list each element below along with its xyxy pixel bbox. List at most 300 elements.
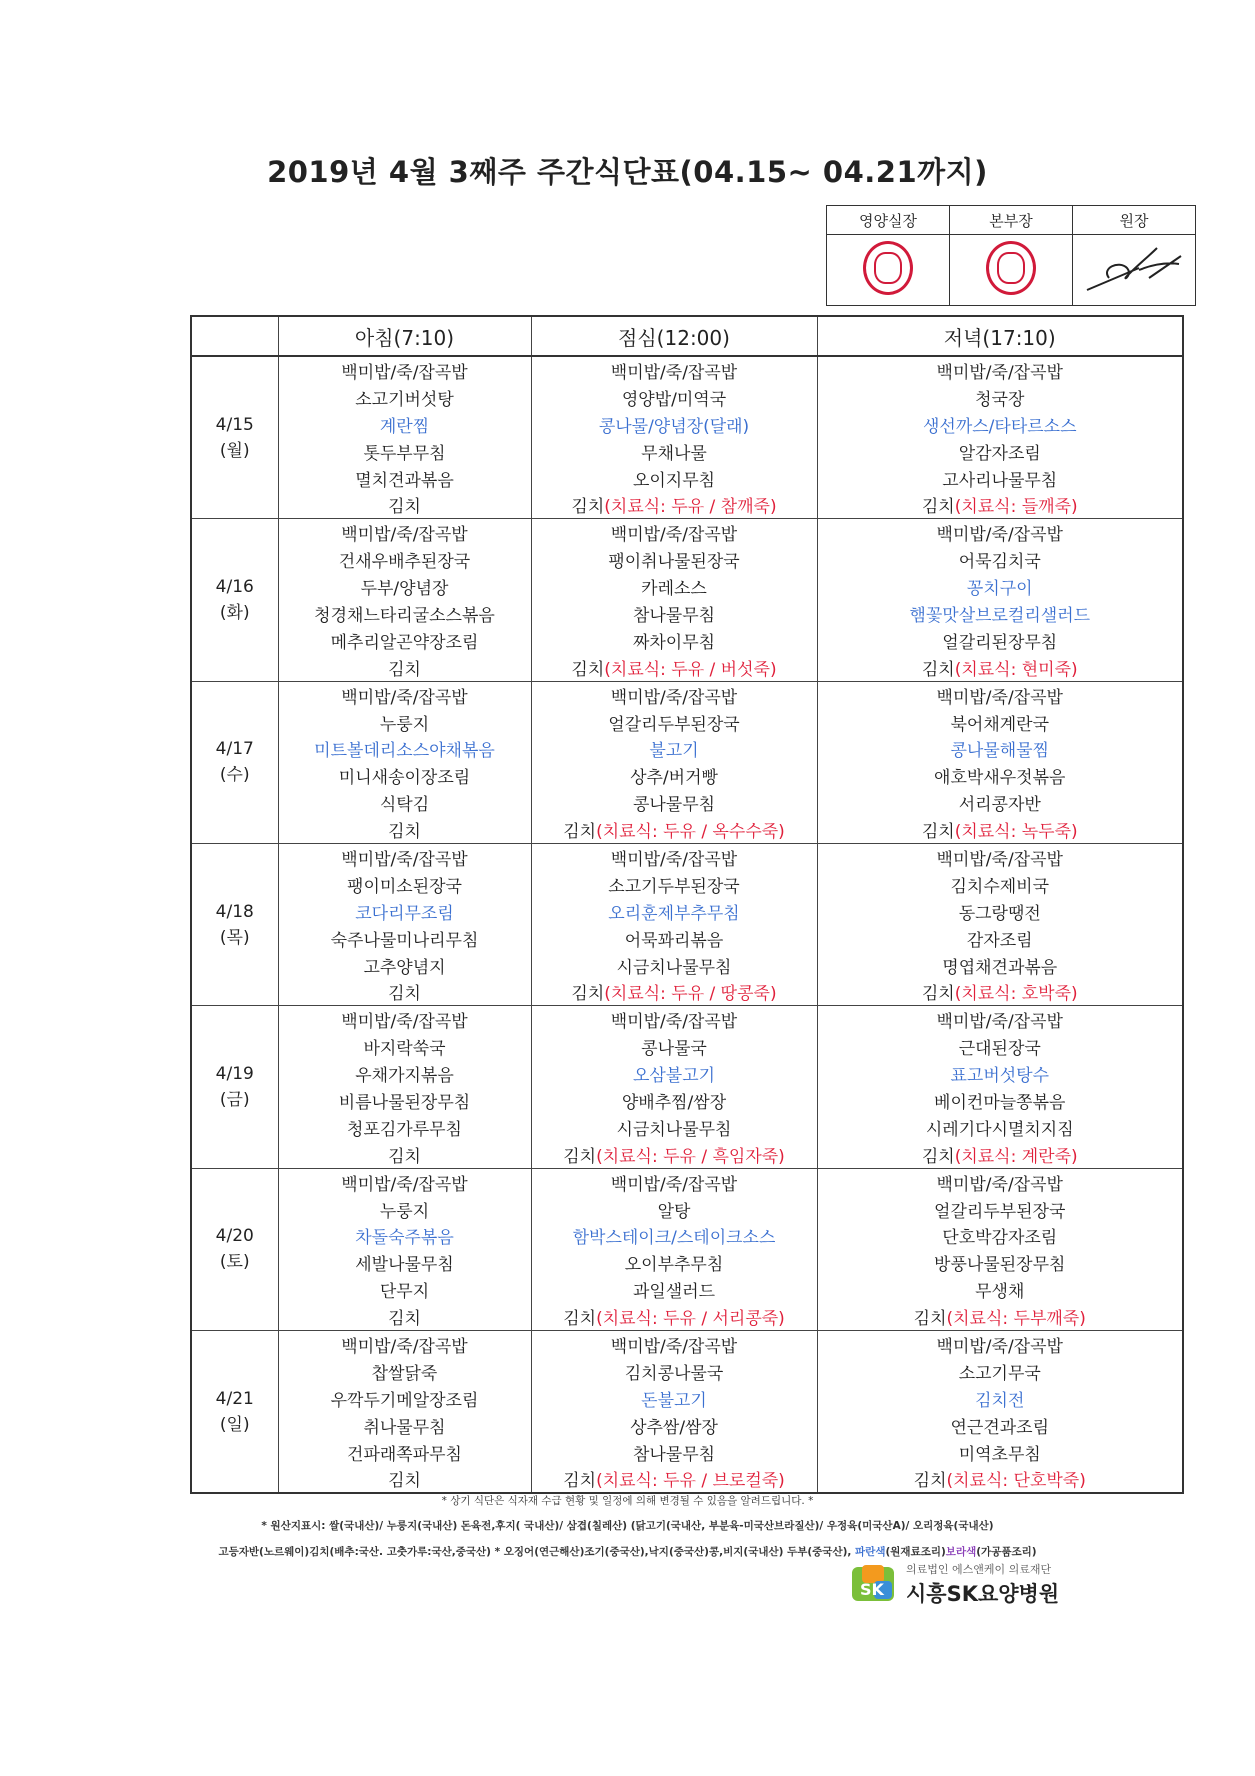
hospital-name: 시흥SK요양병원	[906, 1582, 1060, 1606]
menu-item-text: 알감자조림	[958, 443, 1041, 464]
dinner-item	[817, 1358, 1183, 1385]
menu-row	[191, 1196, 1183, 1223]
menu-item-text: 햄꽃맛살브로컬리샐러드	[909, 605, 1091, 626]
menu-item-text: 카레소스	[641, 579, 707, 600]
lunch-item	[531, 1006, 817, 1033]
menu-item-text: 고사리나물무침	[942, 470, 1058, 491]
lunch-item	[531, 384, 817, 411]
dinner-item	[817, 356, 1183, 384]
menu-item-text: 동그랑땡전	[958, 903, 1041, 924]
menu-item-text: 비름나물된장무침	[338, 1092, 471, 1113]
menu-item-text: 김치콩나물국	[624, 1363, 724, 1384]
menu-item-text: 숙주나물미나리무침	[330, 930, 479, 951]
column-header-breakfast: 아침(7:10)	[278, 316, 531, 356]
breakfast-item	[278, 1114, 531, 1141]
menu-item-text: 감자조림	[966, 930, 1033, 951]
menu-item-text: 김치전	[975, 1390, 1025, 1411]
menu-item-text: 미역초무침	[958, 1444, 1041, 1465]
day-date: 4/20	[215, 1226, 254, 1247]
dinner-item	[817, 1331, 1183, 1358]
origin-label-line: * 원산지표시: 쌀(국내산)/ 누룽지(국내산) 돈육전,후지( 국내산)/ 삼겹(칠레산) (닭고기(국내산, 부분육-미국산브라질산)/ 우정육(미국산A)/ 오리정육(국내산)	[261, 1520, 994, 1532]
menu-item-text: 백미밥/죽/잡곡밥	[936, 1174, 1063, 1195]
menu-item-text: 오삼불고기	[632, 1066, 716, 1087]
menu-item-text: 취나물무침	[363, 1417, 446, 1438]
dinner-item	[817, 1249, 1183, 1276]
menu-item-text: 연근견과조림	[950, 1417, 1050, 1438]
menu-item-text: 백미밥/죽/잡곡밥	[610, 1337, 738, 1357]
menu-row	[191, 465, 1183, 492]
menu-item-text: 오이지무침	[632, 470, 716, 491]
menu-row	[191, 844, 1183, 871]
column-header-lunch: 점심(12:00)	[531, 316, 817, 356]
dinner-item	[817, 1439, 1183, 1466]
menu-item-text: 건파래쪽파무침	[347, 1444, 462, 1465]
menu-item-text: 소고기두부된장국	[608, 876, 740, 897]
menu-item-text: 백미밥/죽/잡곡밥	[936, 525, 1063, 546]
menu-item-text: 백미밥/죽/잡곡밥	[936, 849, 1063, 870]
menu-row	[191, 438, 1183, 465]
menu-item-text: 건새우배추된장국	[338, 552, 471, 573]
lunch-item	[531, 600, 817, 627]
menu-row	[191, 871, 1183, 898]
dinner-item	[817, 925, 1183, 952]
breakfast-item	[278, 384, 531, 411]
dinner-item	[817, 978, 1183, 1005]
dinner-item	[817, 735, 1183, 762]
menu-item-text: 미니새송이장조림	[338, 768, 471, 789]
menu-row	[191, 491, 1183, 518]
breakfast-item	[278, 816, 531, 843]
lunch-item	[531, 1141, 817, 1168]
menu-item-text: 함박스테이크/스테이크소스	[572, 1228, 776, 1249]
menu-row	[191, 654, 1183, 681]
lunch-item	[531, 1439, 817, 1466]
breakfast-item	[278, 925, 531, 952]
day-cell	[191, 1331, 278, 1494]
breakfast-item	[278, 1358, 531, 1385]
menu-row	[191, 1466, 1183, 1494]
lunch-item	[531, 735, 817, 762]
approval-table	[826, 205, 1196, 306]
menu-item-text: 김치	[571, 659, 605, 680]
menu-item-text: 바지락쑥국	[363, 1039, 446, 1060]
menu-item-text: 백미밥/죽/잡곡밥	[936, 1337, 1063, 1357]
day-date: 4/16	[215, 577, 254, 598]
day-weekday: (금)	[219, 1090, 250, 1111]
dinner-item	[817, 1141, 1183, 1168]
lunch-item	[531, 871, 817, 898]
menu-row	[191, 952, 1183, 979]
dinner-item	[817, 627, 1183, 654]
menu-row	[191, 762, 1183, 789]
menu-item-text: 무생채	[975, 1282, 1025, 1303]
menu-item-text: 백미밥/죽/잡곡밥	[936, 1012, 1063, 1033]
menu-item-text: 소고기버섯탕	[355, 389, 454, 410]
dinner-item	[817, 519, 1183, 546]
dinner-item	[817, 816, 1183, 843]
dinner-item	[817, 411, 1183, 438]
therapeutic-diet-note: (치료식: 두유 / 땅콩죽)	[604, 984, 777, 1005]
breakfast-item	[278, 411, 531, 438]
dinner-item	[817, 438, 1183, 465]
svg-text:SK: SK	[860, 1580, 884, 1599]
menu-item-text: 과일샐러드	[632, 1282, 716, 1303]
menu-item-text: 표고버섯탕수	[950, 1066, 1050, 1087]
menu-item-text: 팽이취나물된장국	[608, 552, 740, 573]
day-cell	[191, 844, 278, 1006]
lunch-item	[531, 1466, 817, 1494]
dinner-item	[817, 1087, 1183, 1114]
menu-row	[191, 411, 1183, 438]
menu-row	[191, 1439, 1183, 1466]
menu-item-text: 톳두부무침	[363, 443, 446, 464]
breakfast-item	[278, 762, 531, 789]
menu-item-text: 불고기	[649, 741, 699, 762]
lunch-item	[531, 1196, 817, 1223]
day-weekday: (월)	[219, 440, 250, 461]
therapeutic-diet-note: (치료식: 두유 / 흑임자죽)	[596, 1146, 785, 1167]
menu-item-text: 단무지	[379, 1282, 430, 1303]
menu-item-text: 팽이미소된장국	[347, 876, 462, 897]
menu-item-text: 김치	[913, 1471, 947, 1492]
breakfast-item	[278, 654, 531, 681]
breakfast-item	[278, 1033, 531, 1060]
lunch-item	[531, 491, 817, 518]
menu-item-text: 김치	[921, 1146, 955, 1167]
menu-change-notice: * 상기 식단은 식자재 수급 현황 및 일정에 의해 변경될 수 있음을 알려드립니다. *	[441, 1495, 814, 1507]
approval-header: 영양실장	[827, 206, 950, 235]
menu-item-text: 세발나물무침	[355, 1255, 454, 1276]
breakfast-item	[278, 1385, 531, 1412]
day-date: 4/19	[215, 1064, 254, 1085]
menu-row	[191, 681, 1183, 708]
dinner-item	[817, 1276, 1183, 1303]
lunch-item	[531, 546, 817, 573]
breakfast-item	[278, 1006, 531, 1033]
menu-item-text: 북어채계란국	[950, 714, 1050, 735]
day-cell	[191, 681, 278, 843]
therapeutic-diet-note: (치료식: 두유 / 브로컬죽)	[596, 1471, 785, 1492]
menu-item-text: 서리콩자반	[958, 795, 1041, 816]
day-weekday: (수)	[219, 765, 250, 786]
lunch-item	[531, 816, 817, 843]
menu-item-text: 방풍나물된장무침	[934, 1255, 1066, 1276]
lunch-item	[531, 844, 817, 871]
lunch-item	[531, 1168, 817, 1195]
hospital-logo-icon	[850, 1563, 896, 1603]
menu-row	[191, 1358, 1183, 1385]
hospital-foundation-name: 의료법인 에스앤케이 의료재단	[906, 1563, 1052, 1576]
menu-item-text: 계란찜	[379, 416, 430, 437]
menu-item-text: 누룽지	[379, 714, 430, 735]
lunch-item	[531, 952, 817, 979]
menu-item-text: 근대된장국	[958, 1039, 1041, 1060]
menu-item-text: 참나물무침	[632, 1444, 716, 1465]
menu-row	[191, 573, 1183, 600]
lunch-item	[531, 681, 817, 708]
approval-header: 원장	[1073, 206, 1196, 235]
menu-item-text: 김치	[563, 1146, 597, 1167]
menu-item-text: 고추양념지	[363, 957, 446, 978]
menu-item-text: 김치	[563, 1309, 597, 1330]
breakfast-item	[278, 600, 531, 627]
breakfast-item	[278, 465, 531, 492]
dinner-item	[817, 871, 1183, 898]
dinner-item	[817, 1223, 1183, 1250]
menu-row	[191, 789, 1183, 816]
breakfast-item	[278, 1331, 531, 1358]
breakfast-item	[278, 491, 531, 518]
menu-item-text: 베이컨마늘쫑볶음	[934, 1092, 1066, 1113]
menu-row	[191, 600, 1183, 627]
therapeutic-diet-note: (치료식: 들깨죽)	[954, 497, 1078, 518]
day-date: 4/21	[215, 1388, 254, 1409]
lunch-item	[531, 411, 817, 438]
menu-item-text: 백미밥/죽/잡곡밥	[610, 362, 738, 383]
day-cell	[191, 519, 278, 681]
dinner-item	[817, 1033, 1183, 1060]
dinner-item	[817, 952, 1183, 979]
dinner-item	[817, 491, 1183, 518]
breakfast-item	[278, 1060, 531, 1087]
lunch-item	[531, 465, 817, 492]
menu-item-text: 꽁치구이	[966, 579, 1033, 600]
menu-item-text: 시레기다시멸치지짐	[925, 1119, 1074, 1140]
breakfast-item	[278, 844, 531, 871]
breakfast-item	[278, 1223, 531, 1250]
menu-row	[191, 1033, 1183, 1060]
dinner-item	[817, 1060, 1183, 1087]
menu-item-text: 짜차이무침	[632, 632, 716, 653]
menu-item-text: 콩나물해물찜	[950, 741, 1050, 762]
breakfast-item	[278, 681, 531, 708]
menu-item-text: 알탕	[657, 1201, 691, 1222]
menu-item-text: 차돌숙주볶음	[355, 1228, 454, 1249]
menu-item-text: 누룽지	[379, 1201, 430, 1222]
breakfast-item	[278, 735, 531, 762]
breakfast-item	[278, 871, 531, 898]
menu-item-text: 상추쌈/쌈장	[630, 1417, 718, 1438]
menu-item-text: 김치	[571, 984, 605, 1005]
therapeutic-diet-note: (치료식: 계란죽)	[954, 1146, 1078, 1167]
menu-item-text: 생선까스/타타르소스	[922, 416, 1077, 437]
menu-item-text: 김치수제비국	[950, 876, 1050, 897]
dinner-item	[817, 384, 1183, 411]
approval-stamp-cell	[950, 235, 1073, 306]
menu-item-text: 두부/양념장	[360, 579, 449, 600]
menu-row	[191, 978, 1183, 1005]
menu-item-text: 김치	[388, 1309, 421, 1330]
page-title: 2019년 4월 3째주 주간식단표(04.15~ 04.21까지)	[267, 155, 988, 189]
menu-row	[191, 546, 1183, 573]
menu-item-text: 백미밥/죽/잡곡밥	[936, 687, 1063, 708]
lunch-item	[531, 1303, 817, 1330]
menu-item-text: 백미밥/죽/잡곡밥	[610, 687, 738, 708]
menu-item-text: 백미밥/죽/잡곡밥	[610, 849, 738, 870]
lunch-item	[531, 978, 817, 1005]
menu-item-text: 김치	[913, 1309, 947, 1330]
lunch-item	[531, 709, 817, 736]
menu-item-text: 김치	[921, 497, 955, 518]
menu-item-text: 상추/버거빵	[630, 768, 718, 789]
breakfast-item	[278, 1196, 531, 1223]
column-header-date	[191, 316, 278, 356]
menu-item-text: 오이부추무침	[624, 1255, 724, 1276]
lunch-item	[531, 762, 817, 789]
lunch-item	[531, 1331, 817, 1358]
menu-item-text: 멸치견과볶음	[355, 470, 454, 491]
menu-row	[191, 898, 1183, 925]
menu-item-text: 우채가지볶음	[355, 1066, 454, 1087]
menu-item-text: 김치	[563, 1471, 597, 1492]
menu-item-text: 백미밥/죽/잡곡밥	[341, 849, 468, 870]
breakfast-item	[278, 952, 531, 979]
menu-row	[191, 1303, 1183, 1330]
breakfast-item	[278, 546, 531, 573]
dinner-item	[817, 1303, 1183, 1330]
lunch-item	[531, 1033, 817, 1060]
lunch-item	[531, 1114, 817, 1141]
menu-row	[191, 384, 1183, 411]
menu-item-text: 김치	[921, 659, 955, 680]
lunch-item	[531, 356, 817, 384]
red-seal-stamp	[986, 241, 1036, 295]
menu-item-text: 소고기무국	[958, 1363, 1041, 1384]
therapeutic-diet-note: (치료식: 두유 / 버섯죽)	[604, 659, 777, 680]
dinner-item	[817, 1168, 1183, 1195]
lunch-item	[531, 1060, 817, 1087]
menu-row	[191, 1385, 1183, 1412]
therapeutic-diet-note: (치료식: 녹두죽)	[954, 822, 1078, 843]
dinner-item	[817, 762, 1183, 789]
breakfast-item	[278, 709, 531, 736]
menu-item-text: 백미밥/죽/잡곡밥	[610, 1012, 738, 1033]
therapeutic-diet-note: (치료식: 두부깨죽)	[946, 1309, 1086, 1330]
dinner-item	[817, 1196, 1183, 1223]
menu-row	[191, 1087, 1183, 1114]
menu-item-text: 김치	[388, 497, 421, 518]
menu-item-text: 콩나물국	[641, 1039, 707, 1060]
menu-item-text: 백미밥/죽/잡곡밥	[341, 1174, 468, 1195]
day-weekday: (화)	[219, 603, 250, 624]
menu-row	[191, 1006, 1183, 1033]
menu-item-text: 시금치나물무침	[616, 1119, 732, 1140]
menu-item-text: 명엽채견과볶음	[942, 957, 1058, 978]
menu-item-text: 얼갈리된장무침	[942, 632, 1058, 653]
menu-item-text: 시금치나물무침	[616, 957, 732, 978]
breakfast-item	[278, 519, 531, 546]
menu-row	[191, 709, 1183, 736]
menu-item-text: 얼갈리두부된장국	[608, 714, 740, 735]
lunch-item	[531, 1276, 817, 1303]
menu-row	[191, 1331, 1183, 1358]
menu-item-text: 김치	[921, 822, 955, 843]
handwritten-signature	[1079, 238, 1189, 298]
day-cell	[191, 356, 278, 519]
menu-item-text: 찹쌀닭죽	[371, 1363, 438, 1384]
breakfast-item	[278, 1168, 531, 1195]
lunch-item	[531, 654, 817, 681]
day-cell	[191, 1006, 278, 1168]
menu-item-text: 백미밥/죽/잡곡밥	[610, 525, 738, 546]
approval-stamp-cell	[827, 235, 950, 306]
menu-row	[191, 1276, 1183, 1303]
dinner-item	[817, 1006, 1183, 1033]
breakfast-item	[278, 438, 531, 465]
menu-item-text: 김치	[388, 659, 421, 680]
day-weekday: (일)	[219, 1414, 250, 1435]
menu-item-text: 백미밥/죽/잡곡밥	[341, 1337, 468, 1357]
menu-row	[191, 356, 1183, 384]
menu-item-text: 오리훈제부추무침	[608, 903, 740, 924]
breakfast-item	[278, 627, 531, 654]
dinner-item	[817, 573, 1183, 600]
menu-item-text: 양배추찜/쌈장	[621, 1092, 727, 1113]
breakfast-item	[278, 1276, 531, 1303]
menu-item-text: 백미밥/죽/잡곡밥	[610, 1174, 738, 1195]
breakfast-item	[278, 1141, 531, 1168]
lunch-item	[531, 1249, 817, 1276]
breakfast-item	[278, 1087, 531, 1114]
menu-item-text: 식탁김	[379, 795, 430, 816]
lunch-item	[531, 1412, 817, 1439]
menu-item-text: 애호박새우젓볶음	[934, 768, 1066, 789]
menu-item-text: 김치	[388, 822, 421, 843]
breakfast-item	[278, 1466, 531, 1494]
menu-item-text: 김치	[388, 984, 421, 1005]
menu-item-text: 김치	[563, 822, 597, 843]
breakfast-item	[278, 356, 531, 384]
dinner-item	[817, 789, 1183, 816]
menu-item-text: 김치	[388, 1146, 421, 1167]
lunch-item	[531, 1223, 817, 1250]
lunch-item	[531, 438, 817, 465]
menu-row	[191, 1141, 1183, 1168]
lunch-item	[531, 1358, 817, 1385]
menu-row	[191, 1412, 1183, 1439]
lunch-item	[531, 1385, 817, 1412]
menu-item-text: 백미밥/죽/잡곡밥	[341, 1012, 468, 1033]
breakfast-item	[278, 1303, 531, 1330]
day-weekday: (목)	[219, 927, 250, 948]
weekly-menu-table	[190, 315, 1184, 1494]
day-date: 4/17	[215, 739, 254, 760]
breakfast-item	[278, 573, 531, 600]
menu-row	[191, 816, 1183, 843]
dinner-item	[817, 654, 1183, 681]
breakfast-item	[278, 1439, 531, 1466]
menu-row	[191, 1223, 1183, 1250]
menu-item-text: 어묵김치국	[958, 552, 1041, 573]
breakfast-item	[278, 789, 531, 816]
menu-item-text: 얼갈리두부된장국	[934, 1201, 1066, 1222]
menu-item-text: 백미밥/죽/잡곡밥	[341, 362, 468, 383]
menu-item-text: 영양밥/미역국	[621, 389, 727, 410]
dinner-item	[817, 1385, 1183, 1412]
day-weekday: (토)	[219, 1252, 250, 1273]
menu-item-text: 메추리알곤약장조림	[330, 632, 479, 653]
menu-row	[191, 1114, 1183, 1141]
lunch-item	[531, 789, 817, 816]
menu-row	[191, 519, 1183, 546]
lunch-item	[531, 627, 817, 654]
menu-item-text: 백미밥/죽/잡곡밥	[341, 525, 468, 546]
menu-row	[191, 735, 1183, 762]
day-date: 4/15	[215, 414, 254, 435]
dinner-item	[817, 844, 1183, 871]
red-seal-stamp	[863, 241, 913, 295]
menu-row	[191, 925, 1183, 952]
